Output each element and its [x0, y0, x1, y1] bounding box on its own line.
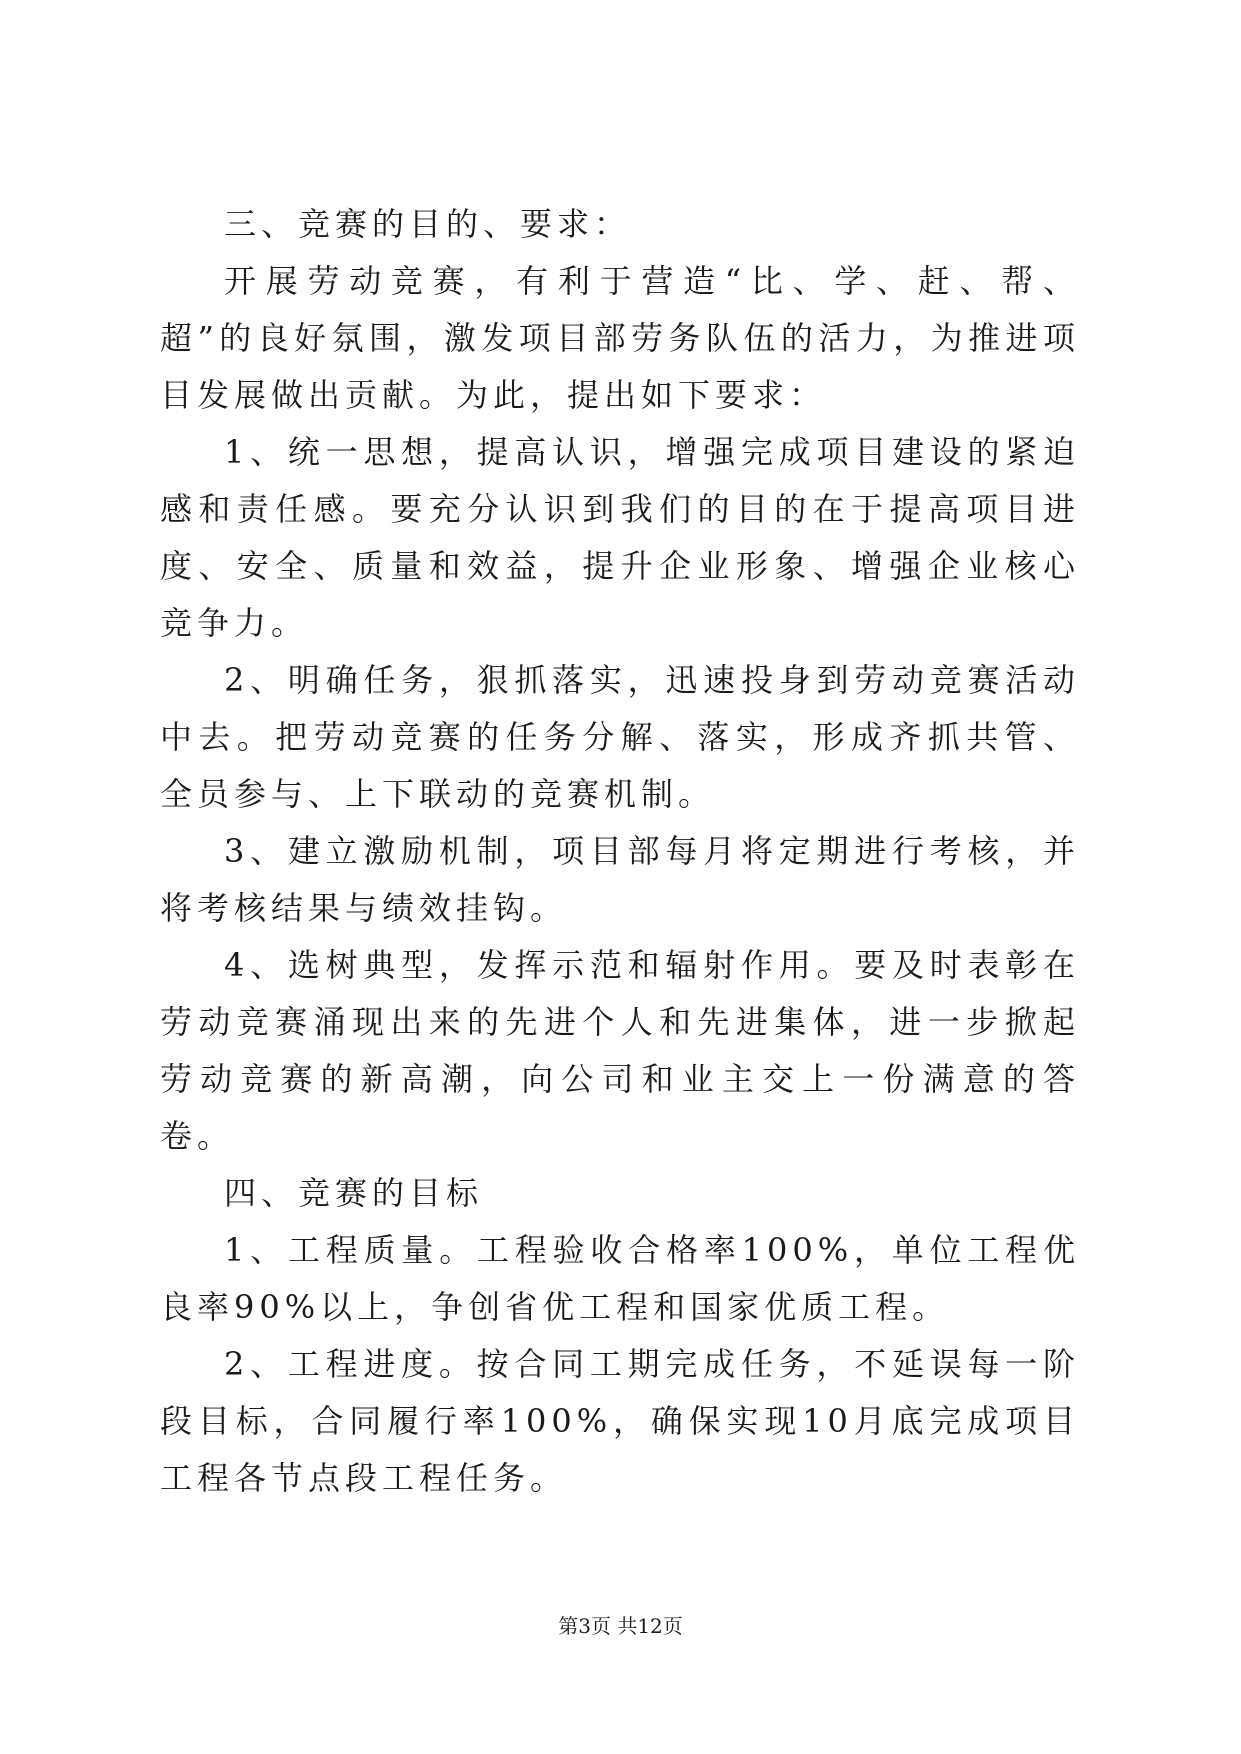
paragraph-requirement-4: 4、选树典型，发挥示范和辐射作用。要及时表彰在劳动竞赛涌现出来的先进个人和先进集体，进一步掀起劳动竞赛的新高潮，向公司和业主交上一份满意的答卷。: [160, 946, 1080, 1155]
paragraph-requirement-1: 1、统一思想，提高认识，增强完成项目建设的紧迫感和责任感。要充分认识到我们的目的在于提高项目进度、安全、质量和效益，提升企业形象、增强企业核心竞争力。: [160, 433, 1080, 642]
page-number-footer: 第3页 共12页: [558, 1614, 683, 1638]
paragraph-intro: 开展劳动竞赛，有利于营造“比、学、赶、帮、超”的良好氛围，激发项目部劳务队伍的活力，为推进项目发展做出贡献。为此，提出如下要求：: [160, 262, 1080, 414]
document-body: [160, 196, 1080, 1507]
section-heading-goals: 四、竞赛的目标: [224, 1174, 484, 1212]
paragraph-requirement-3: 3、建立激励机制，项目部每月将定期进行考核，并将考核结果与绩效挂钩。: [160, 832, 1080, 927]
paragraph-goal-schedule: 2、工程进度。按合同工期完成任务，不延误每一阶段目标，合同履行率100%，确保实现10月底完成项目工程各节点段工程任务。: [160, 1345, 1080, 1497]
paragraph-goal-quality: 1、工程质量。工程验收合格率100%，单位工程优良率90%以上，争创省优工程和国家优质工程。: [160, 1231, 1080, 1326]
section-heading-purpose: 三、竞赛的目的、要求：: [224, 205, 632, 243]
paragraph-requirement-2: 2、明确任务，狠抓落实，迅速投身到劳动竞赛活动中去。把劳动竞赛的任务分解、落实，形成齐抓共管、全员参与、上下联动的竞赛机制。: [160, 661, 1080, 813]
